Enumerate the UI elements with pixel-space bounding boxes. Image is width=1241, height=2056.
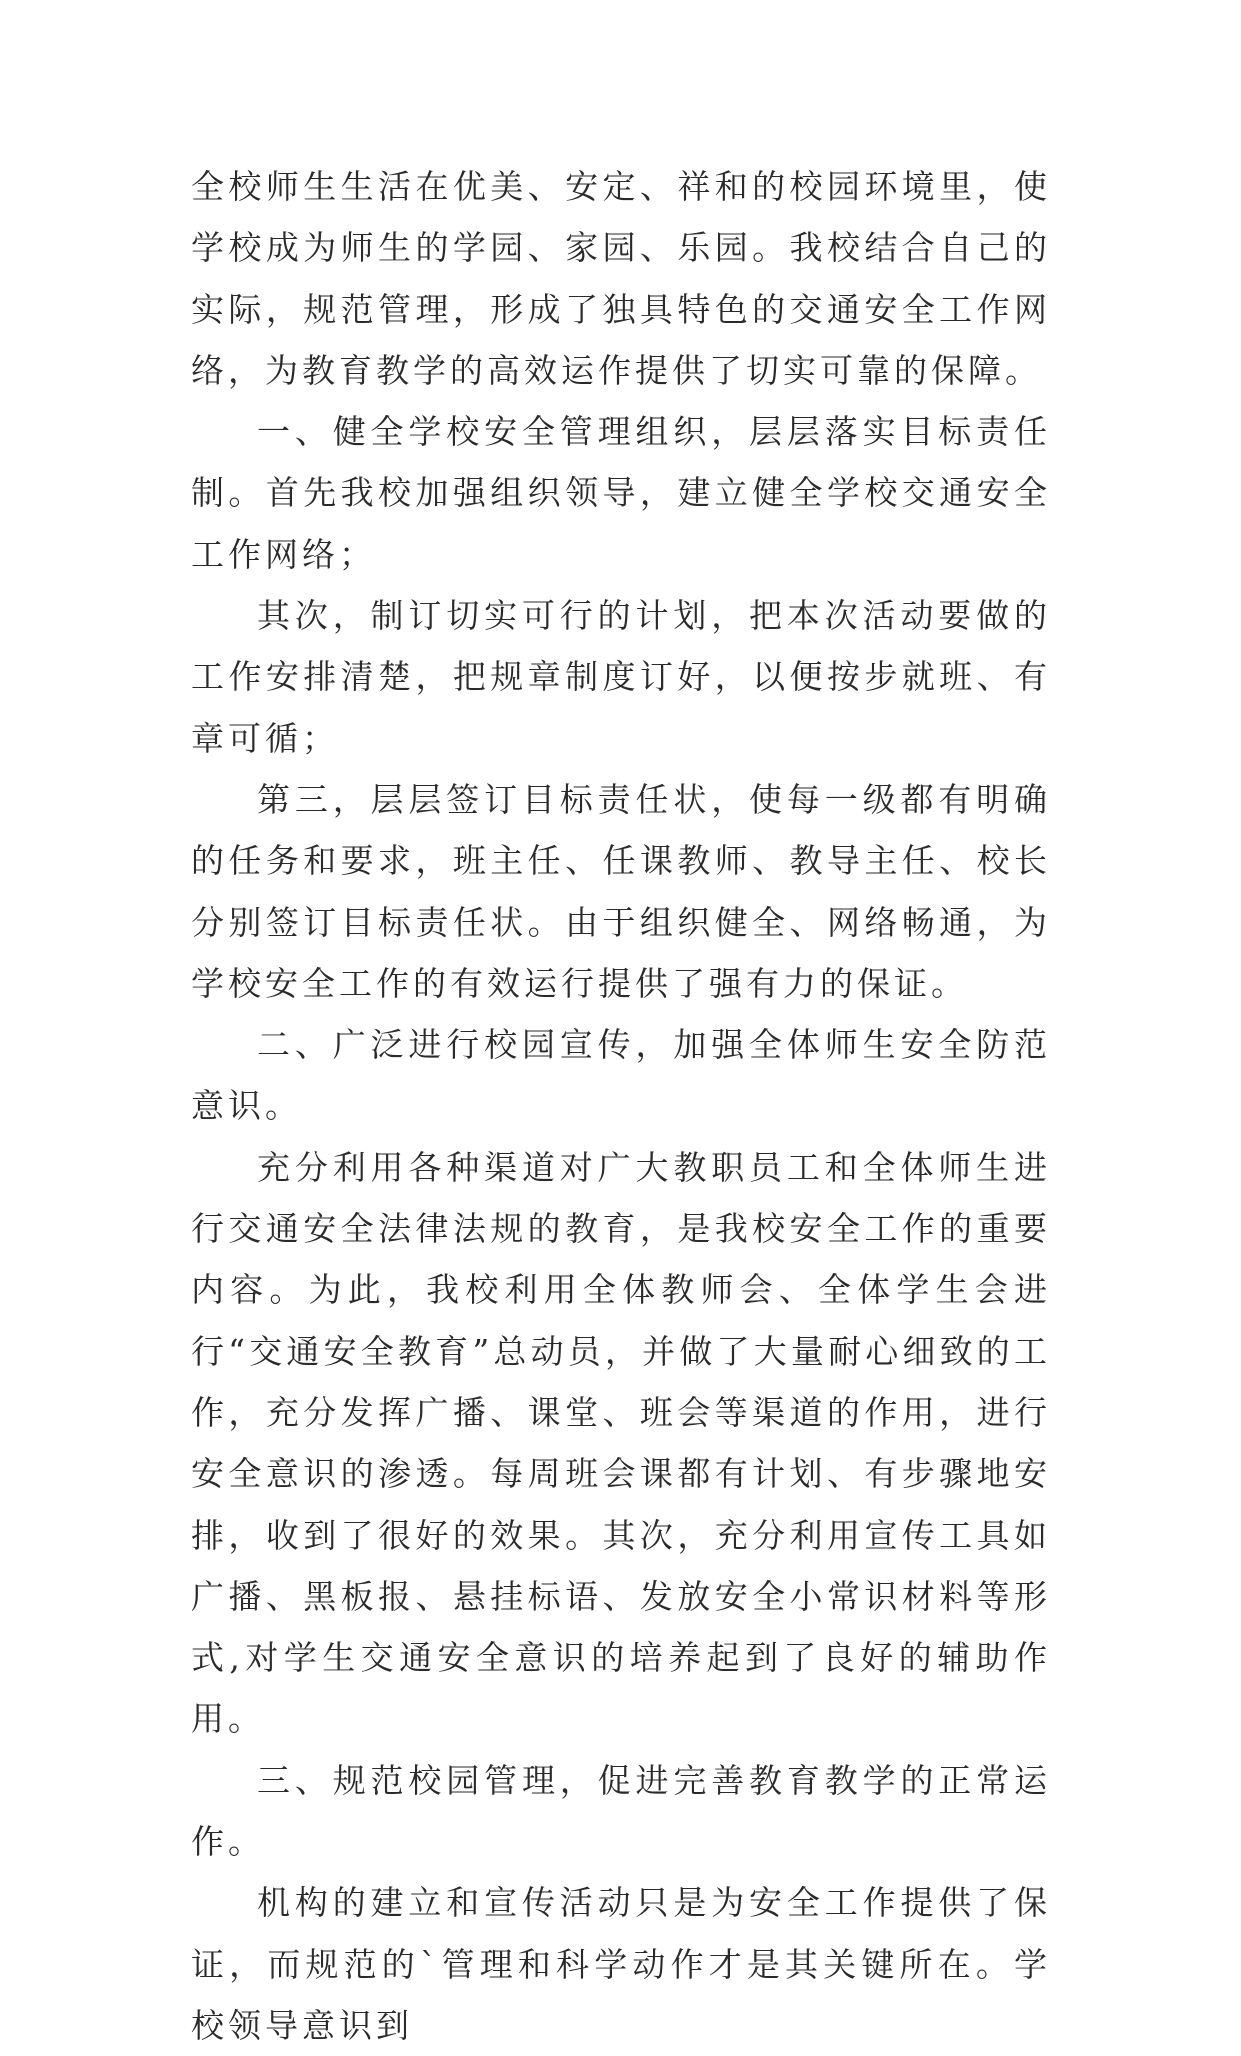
paragraph-section-three: 三、规范校园管理，促进完善教育教学的正常运作。 [191, 1760, 1051, 1862]
paragraph-publicity: 充分利用各种渠道对广大教职员工和全体师生进行交通安全法律法规的教育，是我校安全工作的重要内容。为此，我校利用全体教师会、全体学生会进行“交通安全教育”总动员，并做了大量耐心细致的工作，充分发挥广播、课堂、班会等渠道的作用，进行安全意识的渗透。每周班会课都有计划、有步骤地安排，收到了很好的效果。其次，充分利用宣传工具如广播、黑板报、悬挂标语、发放安全小常识材料等形式,对学生交通安全意识的培养起到了良好的辅助作用。 [191, 1147, 1051, 1739]
paragraph-section-two: 二、广泛进行校园宣传，加强全体师生安全防范意识。 [191, 1025, 1051, 1126]
paragraph-management: 机构的建立和宣传活动只是为安全工作提供了保证，而规范的`管理和科学动作才是其关键所在。学校领导意识到 [191, 1883, 1051, 2045]
paragraph-second-step: 其次，制订切实可行的计划，把本次活动要做的工作安排清楚，把规章制度订好，以便按步就班、有章可循； [191, 596, 1051, 758]
paragraph-section-one: 一、健全学校安全管理组织，层层落实目标责任制。首先我校加强组织领导，建立健全学校交通安全工作网络； [191, 412, 1051, 574]
document-body [191, 156, 1051, 2056]
paragraph-intro: 全校师生生活在优美、安定、祥和的校园环境里，使学校成为师生的学园、家园、乐园。我校结合自己的实际，规范管理，形成了独具特色的交通安全工作网络，为教育教学的高效运作提供了切实可靠的保障。 [191, 167, 1051, 390]
paragraph-third-step: 第三，层层签订目标责任状，使每一级都有明确的任务和要求，班主任、任课教师、教导主任、校长分别签订目标责任状。由于组织健全、网络畅通，为学校安全工作的有效运行提供了强有力的保证。 [191, 779, 1051, 1003]
